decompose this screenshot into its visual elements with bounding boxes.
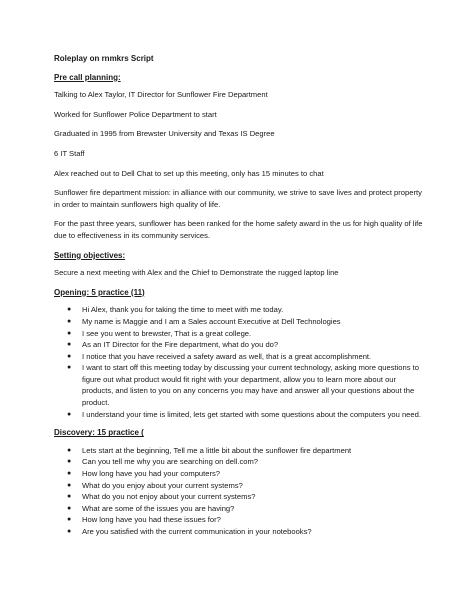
bullet-dot-icon: ● xyxy=(67,516,72,524)
bullet-dot-icon: ● xyxy=(67,481,72,489)
bullet-dot-icon: ● xyxy=(67,504,72,512)
paragraph: 6 IT Staff xyxy=(54,148,85,158)
bullet-dot-icon: ● xyxy=(67,317,72,325)
bullet-dot-icon: ● xyxy=(67,329,72,337)
paragraph: For the past three years, sunflower has been ranked for the home safety award in the us for high quality of life due to effectiveness in its community services. xyxy=(54,219,423,240)
list-item-text: As an IT Director for the Fire department, what do you do? xyxy=(82,340,279,350)
list-item xyxy=(67,339,426,351)
list-item xyxy=(67,316,426,328)
list-item xyxy=(67,328,426,340)
section-heading: Setting objectives: xyxy=(54,250,126,260)
list-item xyxy=(67,362,426,408)
discovery-bullet-list xyxy=(54,445,426,538)
list-item-text: I understand your time is limited, lets get started with some questions about the computers you need. xyxy=(82,409,421,419)
bullet-dot-icon: ● xyxy=(67,341,72,349)
list-item-text: Are you satisfied with the current communication in your notebooks? xyxy=(82,527,312,536)
list-item-text: I notice that you have received a safety award as well, that is a great accomplishment. xyxy=(82,351,372,361)
list-item-text: I want to start off this meeting today by discussing your current technology, asking more questions to figure out what product would fit right with your department, allow you to learn more about our products, and listen to you on any concerns you may have and answer all your questions about the product. xyxy=(82,363,419,408)
bullet-dot-icon: ● xyxy=(67,470,72,478)
list-item xyxy=(67,526,426,538)
section-heading: Pre call planning: xyxy=(54,72,121,82)
section-opening xyxy=(54,287,426,421)
list-item-text: What do you enjoy about your current systems? xyxy=(82,480,243,490)
section-pre-call-planning xyxy=(54,72,426,242)
bullet-dot-icon: ● xyxy=(67,364,72,372)
paragraph: Sunflower fire department mission: in alliance with our community, we strive to save lives and protect property in order to maintain sunflowers high quality of life. xyxy=(54,188,422,209)
list-item xyxy=(67,480,426,492)
list-item xyxy=(67,456,426,468)
list-item-text: How long have you had these issues for? xyxy=(82,515,221,525)
list-item xyxy=(67,445,426,457)
list-item-text: What are some of the issues you are having? xyxy=(82,503,235,513)
paragraph: Alex reached out to Dell Chat to set up this meeting, only has 15 minutes to chat xyxy=(54,168,324,178)
list-item-text: Hi Alex, thank you for taking the time to meet with me today. xyxy=(82,305,284,315)
paragraph: Talking to Alex Taylor, IT Director for Sunflower Fire Department xyxy=(54,90,268,100)
list-item xyxy=(67,351,426,363)
bullet-dot-icon: ● xyxy=(67,352,72,360)
list-item-text: I see you went to brewster, That is a great college. xyxy=(82,328,252,338)
list-item xyxy=(67,468,426,480)
bullet-dot-icon: ● xyxy=(67,493,72,501)
bullet-dot-icon: ● xyxy=(67,446,72,454)
list-item-text: How long have you had your computers? xyxy=(82,469,221,479)
paragraph: Worked for Sunflower Police Department to start xyxy=(54,109,217,119)
bullet-dot-icon: ● xyxy=(67,528,72,535)
list-item xyxy=(67,514,426,526)
list-item xyxy=(67,409,426,421)
list-item xyxy=(67,304,426,316)
list-item-text: Can you tell me why you are searching on dell.com? xyxy=(82,457,259,467)
list-item-text: Lets start at the beginning, Tell me a little bit about the sunflower fire department xyxy=(82,445,352,455)
list-item-text: My name is Maggie and I am a Sales account Executive at Dell Technologies xyxy=(82,316,341,326)
section-setting-objectives xyxy=(54,250,426,279)
section-heading: Opening: 5 practice (11) xyxy=(54,287,145,297)
bullet-dot-icon: ● xyxy=(67,458,72,466)
list-item xyxy=(67,491,426,503)
list-item-text: What do you not enjoy about your current systems? xyxy=(82,492,256,502)
document-title: Roleplay on rnmkrs Script xyxy=(54,54,154,63)
list-item xyxy=(67,503,426,515)
section-heading: Discovery: 15 practice ( xyxy=(54,428,144,438)
document-body xyxy=(54,53,426,545)
bullet-dot-icon: ● xyxy=(67,410,72,418)
opening-bullet-list xyxy=(54,304,426,420)
paragraph: Secure a next meeting with Alex and the Chief to Demonstrate the rugged laptop line xyxy=(54,268,339,278)
bullet-dot-icon: ● xyxy=(67,306,72,314)
section-discovery xyxy=(54,427,426,537)
paragraph: Graduated in 1995 from Brewster University and Texas IS Degree xyxy=(54,129,275,139)
